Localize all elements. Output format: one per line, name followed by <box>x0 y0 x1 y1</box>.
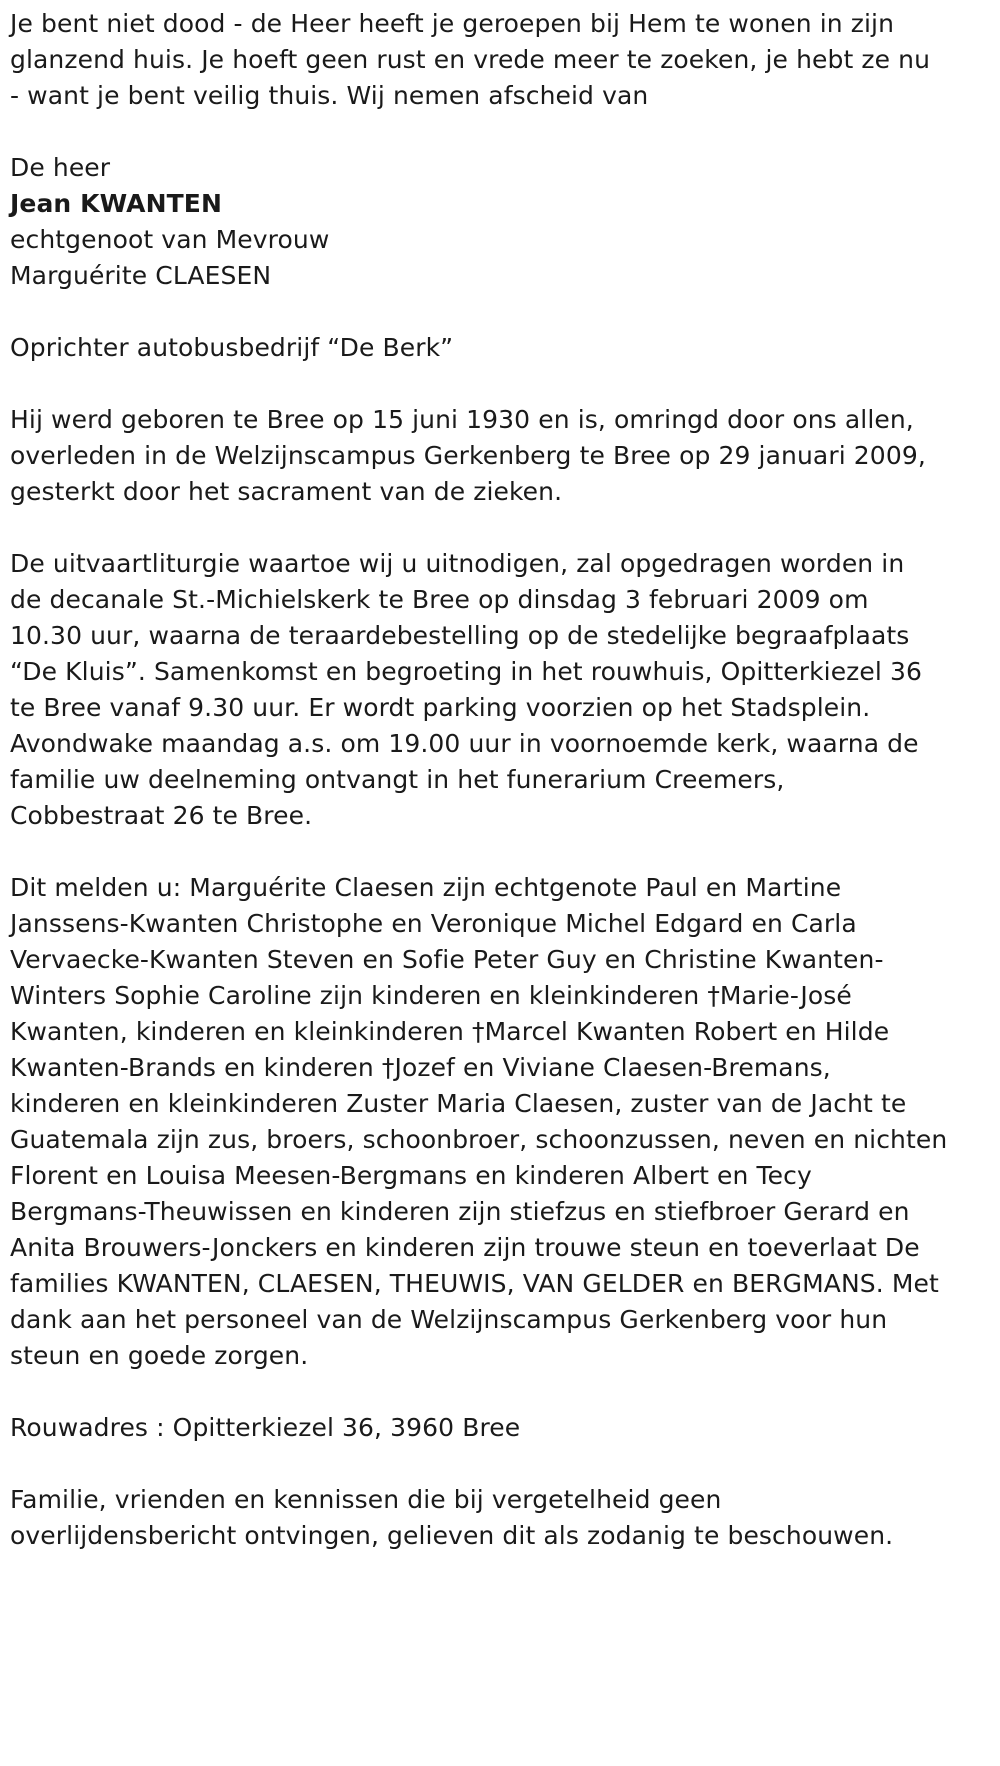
family-line: Dit melden u: Marguérite Claesen zijn echtgenote Paul en Martine <box>10 873 842 902</box>
deceased-block <box>10 150 1000 294</box>
closing-paragraph <box>10 1482 1000 1554</box>
family-line: kinderen en kleinkinderen Zuster Maria Claesen, zuster van de Jacht te <box>10 1089 907 1118</box>
opening-paragraph <box>10 6 1000 114</box>
family-line: Anita Brouwers-Jonckers en kinderen zijn trouwe steun en toeverlaat De <box>10 1233 920 1262</box>
spacer <box>10 834 1000 870</box>
spouse-name: Marguérite CLAESEN <box>10 261 272 290</box>
family-line: Kwanten-Brands en kinderen †Jozef en Viviane Claesen-Bremans, <box>10 1053 831 1082</box>
funeral-line: de decanale St.-Michielskerk te Bree op dinsdag 3 februari 2009 om <box>10 585 869 614</box>
birth-death-paragraph <box>10 402 1000 510</box>
family-line: dank aan het personeel van de Welzijnscampus Gerkenberg voor hun <box>10 1305 888 1334</box>
spacer <box>10 1446 1000 1482</box>
family-line: Kwanten, kinderen en kleinkinderen †Marcel Kwanten Robert en Hilde <box>10 1017 890 1046</box>
spacer <box>10 510 1000 546</box>
family-line: Bergmans-Theuwissen en kinderen zijn stiefzus en stiefbroer Gerard en <box>10 1197 910 1226</box>
spacer <box>10 114 1000 150</box>
closing-line: Familie, vrienden en kennissen die bij vergetelheid geen <box>10 1485 722 1514</box>
family-line: families KWANTEN, CLAESEN, THEUWIS, VAN GELDER en BERGMANS. Met <box>10 1269 939 1298</box>
deceased-relation: echtgenoot van Mevrouw <box>10 225 330 254</box>
family-line: Guatemala zijn zus, broers, schoonbroer, schoonzussen, neven en nichten <box>10 1125 948 1154</box>
opening-line: glanzend huis. Je hoeft geen rust en vrede meer te zoeken, je hebt ze nu <box>10 45 931 74</box>
birth-death-line: gesterkt door het sacrament van de zieken. <box>10 477 563 506</box>
funeral-line: familie uw deelneming ontvangt in het funerarium Creemers, <box>10 765 785 794</box>
deceased-name: Jean KWANTEN <box>10 189 222 218</box>
birth-death-line: Hij werd geboren te Bree op 15 juni 1930 en is, omringd door ons allen, <box>10 405 914 434</box>
spacer <box>10 1374 1000 1410</box>
funeral-line: Avondwake maandag a.s. om 19.00 uur in voornoemde kerk, waarna de <box>10 729 919 758</box>
funeral-line: De uitvaartliturgie waartoe wij u uitnodigen, zal opgedragen worden in <box>10 549 905 578</box>
family-line: steun en goede zorgen. <box>10 1341 309 1370</box>
founder-line: Oprichter autobusbedrijf “De Berk” <box>10 333 454 362</box>
spacer <box>10 294 1000 330</box>
opening-line: Je bent niet dood - de Heer heeft je geroepen bij Hem te wonen in zijn <box>10 9 895 38</box>
family-line: Janssens-Kwanten Christophe en Veronique Michel Edgard en Carla <box>10 909 857 938</box>
mourning-address: Rouwadres : Opitterkiezel 36, 3960 Bree <box>10 1413 521 1442</box>
funeral-line: 10.30 uur, waarna de teraardebestelling op de stedelijke begraafplaats <box>10 621 910 650</box>
closing-line: overlijdensbericht ontvingen, gelieven dit als zodanig te beschouwen. <box>10 1521 894 1550</box>
family-line: Winters Sophie Caroline zijn kinderen en kleinkinderen †Marie-José <box>10 981 852 1010</box>
family-paragraph <box>10 870 1000 1374</box>
funeral-paragraph <box>10 546 1000 834</box>
family-line: Florent en Louisa Meesen-Bergmans en kinderen Albert en Tecy <box>10 1161 812 1190</box>
funeral-line: “De Kluis”. Samenkomst en begroeting in het rouwhuis, Opitterkiezel 36 <box>10 657 922 686</box>
funeral-line: te Bree vanaf 9.30 uur. Er wordt parking voorzien op het Stadsplein. <box>10 693 871 722</box>
family-line: Vervaecke-Kwanten Steven en Sofie Peter Guy en Christine Kwanten- <box>10 945 884 974</box>
deceased-title: De heer <box>10 153 111 182</box>
birth-death-line: overleden in de Welzijnscampus Gerkenberg te Bree op 29 januari 2009, <box>10 441 926 470</box>
spacer <box>10 366 1000 402</box>
opening-line: - want je bent veilig thuis. Wij nemen afscheid van <box>10 81 649 110</box>
funeral-line: Cobbestraat 26 te Bree. <box>10 801 313 830</box>
